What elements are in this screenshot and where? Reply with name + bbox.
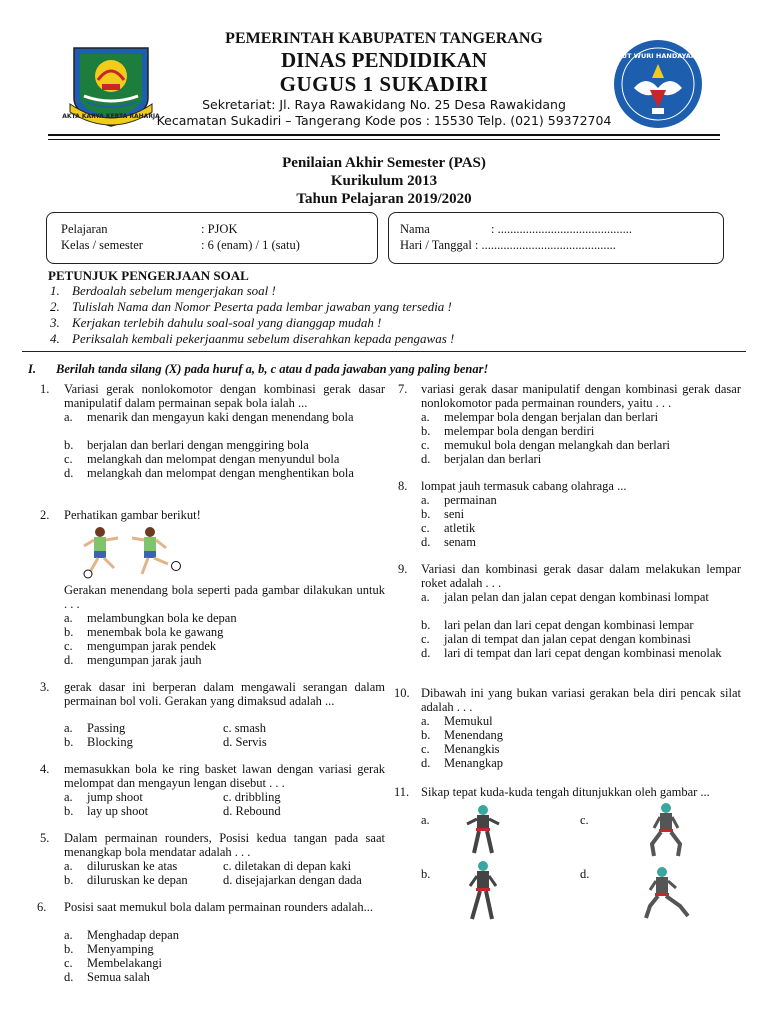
q2-option-c[interactable]: c. mengumpan jarak pendek (64, 639, 217, 653)
question-5: 5. Dalam permainan rounders, Posisi kedua tangan pada saat menangkap bola mendatar adalah . . . (40, 831, 385, 859)
name-label: Nama (400, 222, 430, 236)
q4-option-b[interactable]: b. lay up shoot (64, 804, 149, 818)
q6-option-c[interactable]: c. Membelakangi (64, 956, 162, 970)
q10-option-d[interactable]: d. Menangkap (421, 756, 504, 770)
q7-option-d[interactable]: d. berjalan dan berlari (421, 452, 542, 466)
q1-option-c[interactable]: c. melangkah dan melompat dengan menyundul bola (64, 452, 340, 466)
instructions-divider (22, 351, 746, 352)
q3-option-d[interactable]: d. Servis (223, 735, 267, 749)
header-government: PEMERINTAH KABUPATEN TANGERANG (225, 30, 543, 47)
header-divider-thin (48, 139, 720, 140)
q5-option-a[interactable]: a. diluruskan ke atas (64, 859, 178, 873)
question-2: 2. Perhatikan gambar berikut! (40, 508, 201, 522)
q1-option-d[interactable]: d. melangkah dan melompat dengan menghentikan bola (64, 466, 354, 480)
question-10: 10. Dibawah ini yang bukan variasi gerakan bela diri pencak silat adalah . . . (394, 686, 741, 714)
silat-stance-a-figure (462, 804, 504, 856)
header-divider (48, 134, 720, 136)
question-6: 6. Posisi saat memukul bola dalam permainan rounders adalah... (37, 900, 373, 914)
section-heading: I. Berilah tanda silang (X) pada huruf a, b, c atau d pada jawaban yang paling benar! (28, 362, 489, 376)
svg-text:AKTA KARYA KERTA RAHARJA: AKTA KARYA KERTA RAHARJA (62, 113, 160, 120)
soccer-kick-illustration (78, 524, 188, 580)
question-3: 3. gerak dasar ini berperan dalam mengawali serangan dalam permainan bol voli. Gerakan yang dimaksud adalah ... (40, 680, 385, 708)
subject-label: Pelajaran (61, 222, 108, 236)
q5-option-b[interactable]: b. diluruskan ke depan (64, 873, 188, 887)
q8-option-b[interactable]: b. seni (421, 507, 465, 521)
q8-option-a[interactable]: a. permainan (421, 493, 497, 507)
q10-option-b[interactable]: b. Menendang (421, 728, 504, 742)
q6-option-b[interactable]: b. Menyamping (64, 942, 154, 956)
q9-option-c[interactable]: c. jalan di tempat dan jalan cepat dengan kombinasi (421, 632, 691, 646)
q8-option-c[interactable]: c. atletik (421, 521, 476, 535)
q9-option-a[interactable]: a. jalan pelan dan jalan cepat dengan kombinasi lompat (421, 590, 709, 604)
q1-option-b[interactable]: b. berjalan dan berlari dengan menggiring bola (64, 438, 309, 452)
q10-option-c[interactable]: c. Menangkis (421, 742, 500, 756)
header-department: DINAS PENDIDIKAN (281, 48, 487, 72)
q9-option-b[interactable]: b. lari pelan dan lari cepat dengan kombinasi lempar (421, 618, 694, 632)
student-info-box (388, 212, 724, 264)
q3-option-c[interactable]: c. smash (223, 721, 267, 735)
q5-option-c[interactable]: c. diletakan di depan kaki (223, 859, 352, 873)
q6-option-d[interactable]: d. Semua salah (64, 970, 150, 984)
question-4: 4. memasukkan bola ke ring basket lawan dengan variasi gerak melompat dan mengayun lengan disebut . . . (40, 762, 385, 790)
instruction-item: 2. Tulislah Nama dan Nomor Peserta pada lembar jawaban yang tersedia ! (50, 299, 452, 314)
q11-option-b[interactable]: b. (421, 867, 431, 881)
q1-option-a[interactable]: a. menarik dan mengayun kaki dengan menendang bola (64, 410, 354, 424)
question-11: 11. Sikap tepat kuda-kuda tengah ditunjukkan oleh gambar ... (394, 785, 710, 799)
exam-title: Penilaian Akhir Semester (PAS) (282, 155, 486, 171)
q7-option-a[interactable]: a. melempar bola dengan berjalan dan berlari (421, 410, 659, 424)
header-address: Sekretariat: Jl. Raya Rawakidang No. 25 Desa Rawakidang (202, 97, 566, 112)
q2-option-b[interactable]: b. menembak bola ke gawang (64, 625, 224, 639)
header-address-2: Kecamatan Sukadiri – Tangerang Kode pos : 15530 Telp. (021) 59372704 (156, 113, 612, 128)
q4-option-d[interactable]: d. Rebound (223, 804, 281, 818)
school-year-title: Tahun Pelajaran 2019/2020 (296, 191, 472, 207)
instruction-item: 3. Kerjakan terlebih dahulu soal-soal yang dianggap mudah ! (50, 315, 382, 330)
class-value: : 6 (enam) / 1 (satu) (201, 238, 300, 252)
q2-option-d[interactable]: d. mengumpan jarak jauh (64, 653, 202, 667)
q6-option-a[interactable]: a. Menghadap depan (64, 928, 179, 942)
question-7: 7. variasi gerak dasar manipulatif dengan kombinasi gerak dasar nonlokomotor pada permainan rounders, yaitu . . . (398, 382, 741, 410)
question-9: 9. Variasi dan kombinasi gerak dasar dalam melakukan lempar roket adalah . . . (398, 562, 741, 590)
header-cluster: GUGUS 1 SUKADIRI (279, 72, 489, 96)
q4-option-a[interactable]: a. jump shoot (64, 790, 143, 804)
q3-option-b[interactable]: b. Blocking (64, 735, 133, 749)
silat-stance-b-figure (462, 860, 504, 922)
silat-stance-c-figure (644, 802, 688, 858)
q11-option-c[interactable]: c. (580, 813, 589, 827)
question-2-text: Gerakan menendang bola seperti pada gambar dilakukan untuk . . . (64, 583, 385, 611)
curriculum-title: Kurikulum 2013 (330, 173, 438, 189)
subject-info-box (46, 212, 378, 264)
q11-option-d[interactable]: d. (580, 867, 590, 881)
date-field[interactable]: Hari / Tanggal : ........................................... (400, 238, 616, 252)
q11-option-a[interactable]: a. (421, 813, 430, 827)
q3-option-a[interactable]: a. Passing (64, 721, 126, 735)
subject-value: : PJOK (201, 222, 238, 236)
question-1: 1. Variasi gerak nonlokomotor dengan kombinasi gerak dasar manipulatif dalam permainan sepak bola ialah ... (40, 382, 385, 410)
instruction-item: 4. Periksalah kembali pekerjaanmu sebelum diserahkan kepada pengawas ! (50, 331, 455, 346)
question-8: 8. lompat jauh termasuk cabang olahraga ... (398, 479, 627, 493)
silat-stance-d-figure (640, 866, 692, 920)
q8-option-d[interactable]: d. senam (421, 535, 476, 549)
q10-option-a[interactable]: a. Memukul (421, 714, 493, 728)
q4-option-c[interactable]: c. dribbling (223, 790, 281, 804)
q2-option-a[interactable]: a. melambungkan bola ke depan (64, 611, 237, 625)
name-field[interactable]: : ........................................... (491, 222, 632, 236)
instructions-title: PETUNJUK PENGERJAAN SOAL (48, 268, 249, 283)
q7-option-b[interactable]: b. melempar bola dengan berdiri (421, 424, 595, 438)
svg-text:TUT WURI HANDAYANI: TUT WURI HANDAYANI (617, 52, 699, 60)
class-label: Kelas / semester (61, 238, 143, 252)
instruction-item: 1. Berdoalah sebelum mengerjakan soal ! (50, 283, 276, 298)
q5-option-d[interactable]: d. disejajarkan dengan dada (223, 873, 362, 887)
q9-option-d[interactable]: d. lari di tempat dan lari cepat dengan kombinasi menolak (421, 646, 722, 660)
q7-option-c[interactable]: c. memukul bola dengan melangkah dan berlari (421, 438, 670, 452)
